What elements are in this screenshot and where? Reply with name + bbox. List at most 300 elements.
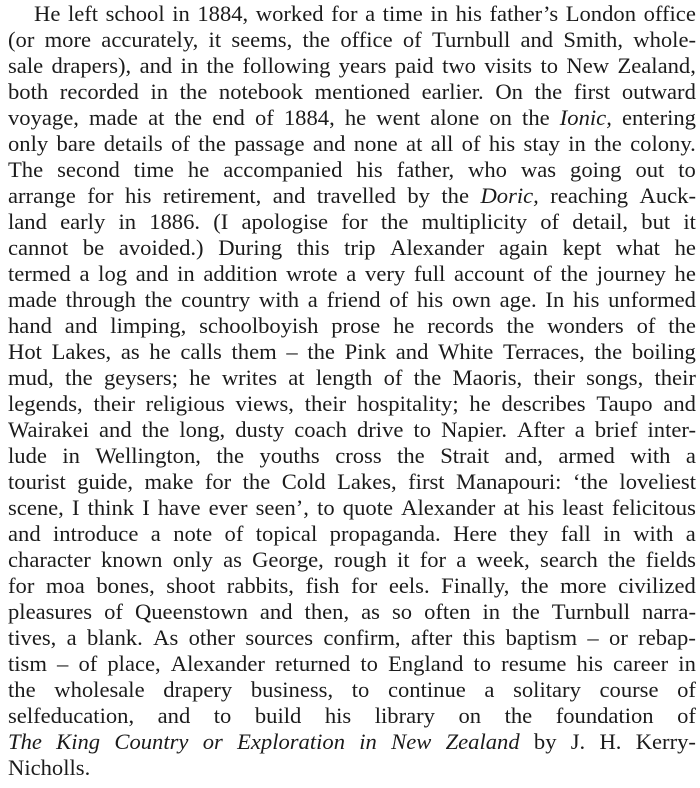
word: and xyxy=(259,599,293,624)
word: a xyxy=(66,625,77,650)
word: on xyxy=(458,703,482,728)
word: Wairakei xyxy=(8,417,89,442)
word: for xyxy=(87,183,114,208)
word: none xyxy=(353,131,398,156)
word: In xyxy=(545,287,565,312)
word: other xyxy=(188,625,236,650)
word: He xyxy=(34,1,61,26)
word: made xyxy=(8,287,57,312)
word: On xyxy=(495,79,523,104)
word: entering xyxy=(621,105,696,130)
word: and xyxy=(395,339,429,364)
word: the xyxy=(8,677,36,702)
word: a xyxy=(685,443,696,468)
word: in xyxy=(177,261,195,286)
text-line xyxy=(8,235,696,261)
word: long, xyxy=(179,417,226,442)
text-line xyxy=(8,339,696,365)
word: only xyxy=(8,131,49,156)
word: Wellington, xyxy=(95,443,201,468)
word: Here xyxy=(453,521,497,546)
word: narra- xyxy=(642,599,696,624)
word: to xyxy=(540,53,559,78)
word: the xyxy=(594,339,623,364)
word: cross xyxy=(335,443,382,468)
word: sale xyxy=(8,53,44,78)
word: his xyxy=(125,183,152,208)
word: rebap- xyxy=(638,625,696,650)
word: a xyxy=(574,417,585,442)
word: drive xyxy=(356,417,404,442)
word: career xyxy=(613,651,669,676)
word: as xyxy=(120,339,140,364)
word: guide, xyxy=(77,469,134,494)
word: England xyxy=(388,651,464,676)
word: rough xyxy=(334,547,387,572)
word: their xyxy=(533,365,575,390)
word: I xyxy=(71,495,80,520)
word: in xyxy=(568,131,586,156)
word: loveliest xyxy=(619,469,696,494)
word: the xyxy=(607,547,636,572)
word: wrote xyxy=(286,261,338,286)
word: his xyxy=(324,703,352,728)
word: for xyxy=(8,573,35,598)
text-line xyxy=(8,495,696,521)
word: termed xyxy=(8,261,71,286)
word: note xyxy=(173,521,213,546)
word: kept xyxy=(562,235,602,260)
word: wholesale xyxy=(54,677,145,702)
word: propaganda. xyxy=(329,521,441,546)
word: with xyxy=(630,443,671,468)
word: to xyxy=(413,417,432,442)
word: – xyxy=(57,651,69,676)
italic-title-word: Ionic, xyxy=(559,105,612,130)
word: the xyxy=(512,599,540,624)
word: Manapouri: xyxy=(455,469,562,494)
word: his xyxy=(573,287,600,312)
word: passage xyxy=(234,131,305,156)
word: legends, xyxy=(8,391,83,416)
word: this xyxy=(296,235,330,260)
word: the xyxy=(380,209,409,234)
word: only xyxy=(172,547,213,572)
word: of xyxy=(402,27,422,52)
word: religious xyxy=(145,391,225,416)
word: but xyxy=(641,209,671,234)
word: he xyxy=(393,313,415,338)
word: by xyxy=(533,729,557,754)
text-line xyxy=(8,261,696,287)
word: two xyxy=(442,53,476,78)
word: character xyxy=(8,547,91,572)
word: a xyxy=(685,521,696,546)
text-line xyxy=(8,53,696,79)
word: he xyxy=(187,157,210,182)
word: blank. xyxy=(86,625,143,650)
word: accompanied xyxy=(223,157,343,182)
word: Alexander xyxy=(170,651,265,676)
word: (or xyxy=(8,27,35,52)
word: writes xyxy=(221,365,278,390)
word: Lakes, xyxy=(337,469,397,494)
text-line xyxy=(8,287,696,313)
word: in xyxy=(150,79,169,104)
word: 1884, xyxy=(197,1,249,26)
italic-title-word: in xyxy=(359,729,377,754)
word: office xyxy=(643,1,696,26)
word: inter- xyxy=(647,417,696,442)
word: wonders xyxy=(547,313,624,338)
word: the xyxy=(216,443,244,468)
word: Strait xyxy=(440,443,490,468)
word: retirement, xyxy=(162,183,262,208)
word: the xyxy=(668,313,696,338)
word: confirm, xyxy=(323,625,401,650)
word: of xyxy=(254,105,274,130)
word: of xyxy=(461,131,481,156)
word: moa xyxy=(45,573,85,598)
word: in xyxy=(678,651,696,676)
word: the xyxy=(198,131,226,156)
word: early xyxy=(60,209,106,234)
word: songs, xyxy=(586,365,644,390)
word: returned xyxy=(275,651,351,676)
word: library xyxy=(374,703,435,728)
word: they xyxy=(509,521,549,546)
word: or xyxy=(609,625,628,650)
word: very xyxy=(365,261,406,286)
word: The xyxy=(8,157,44,182)
word: 1886. xyxy=(149,209,201,234)
word: of xyxy=(224,521,244,546)
word: notebook xyxy=(218,79,303,104)
word: Finally, xyxy=(441,573,510,598)
word: Kerry- xyxy=(635,729,696,754)
word: course xyxy=(599,677,659,702)
word: Maoris, xyxy=(452,365,523,390)
word: Lakes, xyxy=(51,339,112,364)
word: the xyxy=(307,339,335,364)
word: – xyxy=(286,339,298,364)
word: After xyxy=(517,417,565,442)
text-line xyxy=(8,651,696,677)
word: to xyxy=(678,157,696,182)
word: to xyxy=(213,703,232,728)
text-line xyxy=(8,599,696,625)
word: week, xyxy=(476,547,530,572)
word: seen’, xyxy=(255,495,309,520)
word: Nicholls. xyxy=(8,755,91,780)
word: to xyxy=(351,677,370,702)
word: During xyxy=(218,235,283,260)
text-line xyxy=(8,27,696,53)
word: a xyxy=(365,1,376,26)
word: ‘the xyxy=(572,469,608,494)
word: worked xyxy=(255,1,324,26)
word: to xyxy=(360,651,378,676)
word: continue xyxy=(387,677,466,702)
word: the xyxy=(506,313,535,338)
word: stay xyxy=(523,131,560,156)
word: following xyxy=(242,53,331,78)
word: seems, xyxy=(231,27,293,52)
word: with xyxy=(633,521,674,546)
word: New xyxy=(566,53,610,78)
word: introduce xyxy=(53,521,139,546)
word: detail, xyxy=(572,209,629,234)
word: all xyxy=(430,131,454,156)
word: Pink xyxy=(344,339,387,364)
word: drapery xyxy=(163,677,233,702)
word: left xyxy=(67,1,99,26)
word: a xyxy=(456,547,467,572)
italic-title-word: New xyxy=(391,729,432,754)
text-line xyxy=(8,1,696,27)
word: of xyxy=(171,131,190,156)
word: school xyxy=(105,1,165,26)
word: voyage, xyxy=(8,105,79,130)
word: Hot xyxy=(8,339,42,364)
word: avoided.) xyxy=(118,235,204,260)
word: Turnbull xyxy=(431,27,511,52)
word: the xyxy=(560,261,589,286)
word: place, xyxy=(107,651,161,676)
word: a xyxy=(346,261,357,286)
word: he xyxy=(674,235,696,260)
word: a xyxy=(484,677,495,702)
word: bones, xyxy=(96,573,155,598)
text-line xyxy=(8,417,696,443)
word: the xyxy=(441,183,469,208)
word: ever xyxy=(208,495,248,520)
word: at xyxy=(288,365,305,390)
word: Cold xyxy=(281,469,326,494)
word: limping, xyxy=(110,313,187,338)
word: topical xyxy=(255,521,318,546)
word: this xyxy=(462,625,496,650)
word: of xyxy=(540,209,560,234)
word: pleasures xyxy=(8,599,93,624)
word: As xyxy=(153,625,179,650)
word: was xyxy=(520,157,557,182)
word: and xyxy=(157,703,191,728)
text-line xyxy=(8,391,696,417)
word: he xyxy=(344,105,367,130)
word: felicitous xyxy=(611,495,696,520)
word: make xyxy=(144,469,194,494)
text-line xyxy=(8,573,696,599)
word: business, xyxy=(250,677,334,702)
word: selfeducation, xyxy=(8,703,135,728)
word: and xyxy=(99,417,132,442)
word: the xyxy=(397,443,425,468)
text-line xyxy=(8,469,696,495)
word: fish xyxy=(305,573,340,598)
word: dusty xyxy=(235,417,285,442)
word: hand xyxy=(8,313,52,338)
text-line xyxy=(8,313,696,339)
word: age. xyxy=(499,287,537,312)
word: the xyxy=(594,131,622,156)
italic-title-word: Doric, xyxy=(480,183,539,208)
word: who xyxy=(468,157,507,182)
word: going xyxy=(570,157,622,182)
word: again xyxy=(498,235,548,260)
word: George, xyxy=(252,547,324,572)
text-line xyxy=(8,443,696,469)
word: as xyxy=(361,599,380,624)
word: after xyxy=(410,625,453,650)
document-page xyxy=(8,1,696,781)
word: addition xyxy=(203,261,278,286)
word: full xyxy=(413,261,446,286)
word: it xyxy=(683,209,696,234)
word: in xyxy=(430,1,448,26)
word: of xyxy=(78,651,98,676)
word: colony. xyxy=(630,131,696,156)
word: log xyxy=(98,261,128,286)
word: and xyxy=(272,183,306,208)
word: geysers; xyxy=(103,365,178,390)
word: their xyxy=(93,391,135,416)
word: account xyxy=(453,261,525,286)
word: his xyxy=(527,495,555,520)
word: tism xyxy=(8,651,47,676)
italic-title-word: or xyxy=(202,729,223,754)
word: and, xyxy=(504,443,543,468)
word: and xyxy=(135,261,169,286)
word: boiling xyxy=(631,339,696,364)
word: more xyxy=(560,573,607,598)
word: a xyxy=(79,261,90,286)
text-line xyxy=(8,105,696,131)
word: with xyxy=(258,287,300,312)
word: bare xyxy=(56,131,96,156)
word: I xyxy=(142,495,150,520)
text-line xyxy=(8,755,696,781)
text-line xyxy=(8,131,696,157)
word: his xyxy=(455,1,482,26)
word: he xyxy=(189,365,211,390)
word: length xyxy=(315,365,373,390)
word: to xyxy=(473,651,492,676)
word: scene, xyxy=(8,495,64,520)
word: and xyxy=(139,53,173,78)
word: sources xyxy=(245,625,314,650)
word: as xyxy=(223,547,242,572)
word: 1884, xyxy=(283,105,335,130)
word: their xyxy=(654,365,696,390)
word: by xyxy=(407,183,430,208)
word: through xyxy=(65,287,136,312)
word: build xyxy=(254,703,302,728)
word: more xyxy=(44,27,92,52)
word: a xyxy=(150,521,161,546)
word: the xyxy=(65,365,93,390)
word: cannot xyxy=(8,235,69,260)
word: the xyxy=(534,79,563,104)
word: Alexander xyxy=(401,495,496,520)
word: lude xyxy=(8,443,47,468)
word: fields xyxy=(645,547,696,572)
word: Smith, xyxy=(563,27,623,52)
word: he xyxy=(674,261,696,286)
word: of xyxy=(677,703,696,728)
word: second xyxy=(57,157,120,182)
word: of xyxy=(389,287,409,312)
word: details xyxy=(103,131,163,156)
text-line xyxy=(8,729,696,755)
word: of xyxy=(383,365,403,390)
word: armed xyxy=(558,443,615,468)
word: J. xyxy=(570,729,586,754)
word: the xyxy=(206,53,235,78)
word: Auck- xyxy=(639,183,696,208)
word: Queenstown xyxy=(134,599,248,624)
text-line xyxy=(8,157,696,183)
word: the xyxy=(504,703,533,728)
word: and xyxy=(8,521,41,546)
word: at xyxy=(503,495,520,520)
word: Turnbull xyxy=(551,599,631,624)
word: prose xyxy=(331,313,381,338)
word: end xyxy=(212,105,245,130)
word: views, xyxy=(235,391,294,416)
word: schoolboyish xyxy=(199,313,319,338)
word: office xyxy=(340,27,393,52)
word: in xyxy=(62,443,80,468)
word: for xyxy=(204,469,232,494)
word: for xyxy=(419,547,447,572)
word: shoot xyxy=(166,573,216,598)
word: the xyxy=(522,105,550,130)
word: coach xyxy=(294,417,347,442)
word: it xyxy=(208,27,222,52)
word: describes xyxy=(501,391,586,416)
text-line xyxy=(8,365,696,391)
word: travelled xyxy=(316,183,396,208)
word: first xyxy=(573,79,611,104)
italic-title-word: Exploration xyxy=(237,729,346,754)
word: the xyxy=(179,79,208,104)
text-line xyxy=(8,521,696,547)
body-paragraph xyxy=(8,1,696,781)
word: the xyxy=(520,573,549,598)
word: alone xyxy=(430,105,480,130)
word: his xyxy=(488,131,516,156)
word: H. xyxy=(599,729,622,754)
word: the xyxy=(144,287,173,312)
word: then, xyxy=(304,599,350,624)
word: recorded xyxy=(59,79,139,104)
word: whole- xyxy=(633,27,696,52)
word: mentioned xyxy=(314,79,410,104)
word: calls xyxy=(180,339,222,364)
word: so xyxy=(391,599,413,624)
text-line xyxy=(8,625,696,651)
word: out xyxy=(635,157,665,182)
word: the xyxy=(174,105,203,130)
word: and xyxy=(663,391,696,416)
italic-title-word: King xyxy=(56,729,101,754)
word: of xyxy=(532,261,552,286)
word: known xyxy=(100,547,163,572)
word: earlier. xyxy=(421,79,484,104)
word: in xyxy=(482,599,501,624)
word: a xyxy=(307,287,318,312)
